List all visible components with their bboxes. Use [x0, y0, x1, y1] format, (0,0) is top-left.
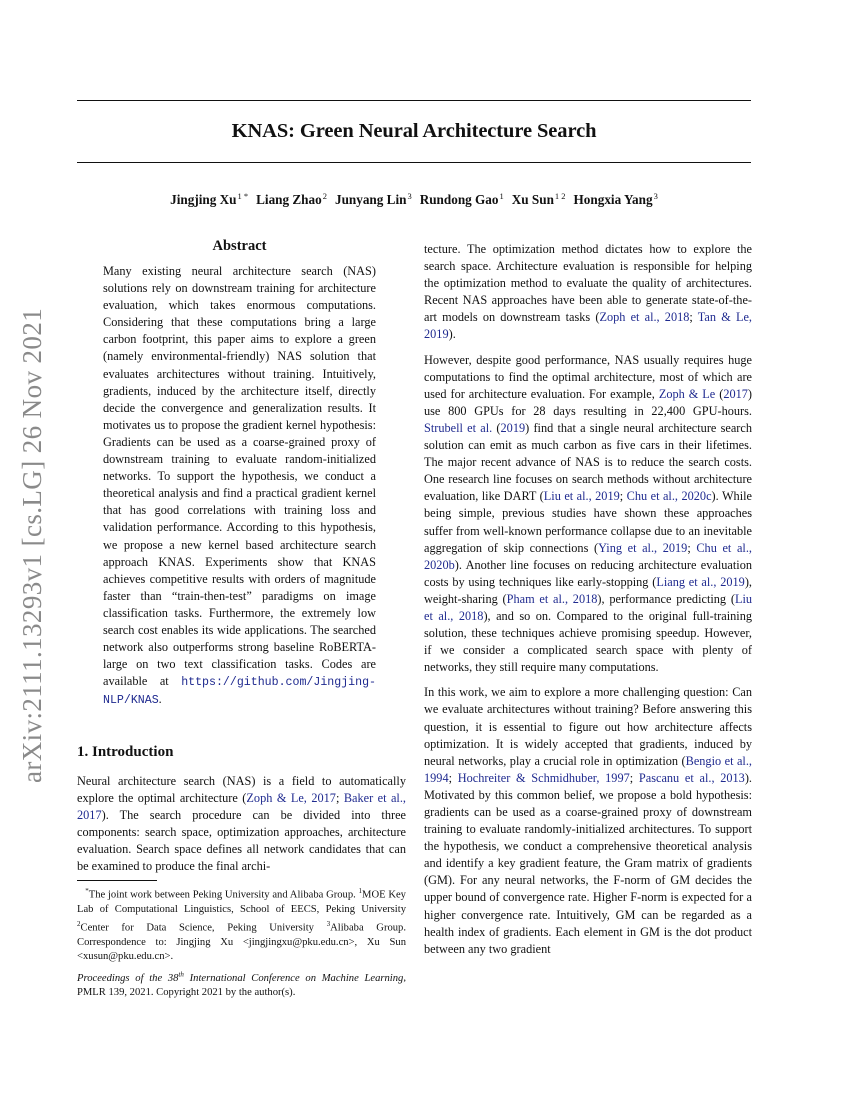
abstract-end: .: [158, 692, 162, 707]
citation-link[interactable]: Chu et al., 2020b: [424, 540, 752, 572]
author-affiliation-marker: 1 *: [237, 191, 249, 201]
paragraph-text: ), and so on. Compared to the original full-training solution, these techniques achieve promising speedup. However, if we consider a complicated search space with plenty of networks, they still require many computations.: [424, 608, 752, 675]
author: [170, 192, 248, 207]
author-name: Xu Sun: [511, 192, 554, 207]
citation-link[interactable]: Liu et al., 2018: [424, 591, 753, 623]
title-bottom-rule: [77, 162, 751, 163]
paragraph-text: ;: [689, 310, 698, 325]
author: [256, 192, 327, 207]
footnote-text: MOE Key Lab of Computational Linguistics, School of EECS, Peking University: [77, 889, 406, 915]
footnote-text: Center for Data Science, Peking University: [80, 922, 327, 934]
proceedings-text: , PMLR 139, 2021. Copyright 2021 by the author(s).: [77, 972, 406, 998]
footnote-rule: [77, 880, 157, 881]
affil-marker: 2: [77, 919, 81, 928]
paragraph-text: ) find that a single neural architecture search solution can emit as much carbon as five cars in their lifetimes. The major recent advance of NAS is to reduce the search costs. One research line focuses on search methods without architecture evaluation, like DART (: [424, 420, 752, 504]
affil-marker: 1: [358, 887, 363, 895]
paragraph-text: ;: [335, 791, 344, 806]
citation-link[interactable]: 2017: [723, 386, 748, 401]
author: [335, 192, 412, 207]
author-affiliation-marker: 1 2: [554, 191, 566, 201]
paragraph-text: tecture. The optimization method dictates how to explore the search space. Architecture evaluation is responsible for helping the optimization method to evaluate the quality of architectures. Recent NAS approaches have been able to generate state-of-the-art models on downstream tasks (: [424, 242, 752, 325]
footnote-marker: *: [85, 887, 89, 895]
abstract-body: [103, 263, 376, 709]
arxiv-identifier-stamp: arXiv:2111.13293v1 [cs.LG] 26 Nov 2021: [17, 307, 47, 783]
paragraph: [424, 241, 752, 344]
author-affiliation-marker: 2: [322, 191, 327, 201]
paragraph-text: ;: [629, 770, 639, 785]
proceedings-note: [77, 967, 406, 1000]
paragraph-text: (: [715, 386, 724, 401]
introduction-right-column: [424, 241, 752, 958]
paragraph-text: However, despite good performance, NAS usually requires huge computations to find the optimal architecture, most of which are used for architecture evaluation. For example,: [424, 352, 752, 401]
paragraph-text: (: [492, 420, 501, 435]
affil-marker: 3: [326, 919, 331, 928]
proceedings-italic: Proceedings of the 38: [77, 972, 179, 984]
author-affiliation-marker: 3: [653, 191, 658, 201]
author-affiliation-marker: 3: [407, 191, 412, 201]
author-name: Jingjing Xu: [170, 192, 237, 207]
author-name: Junyang Lin: [334, 192, 407, 207]
paragraph: [77, 773, 406, 876]
citation-link[interactable]: Zoph et al., 2018: [599, 310, 690, 325]
author-name: Liang Zhao: [256, 192, 322, 207]
citation-link[interactable]: Zoph & Le: [658, 386, 716, 401]
author: [420, 192, 504, 207]
paragraph: [424, 684, 752, 958]
citation-link[interactable]: Strubell et al.: [424, 420, 493, 435]
citation-link[interactable]: Zoph & Le, 2017: [246, 791, 336, 806]
footnote-text: The joint work between Peking University and Alibaba Group.: [88, 889, 359, 901]
citation-link[interactable]: Bengio et al., 1994: [424, 753, 752, 785]
author-affiliation-marker: 1: [499, 191, 504, 201]
citation-link[interactable]: Pascanu et al., 2013: [638, 770, 745, 785]
paragraph-text: ) use 800 GPUs for 28 days resulting in 22,400 GPU-hours.: [424, 386, 753, 418]
affiliation-footnote: [77, 884, 406, 964]
citation-link[interactable]: Chu et al., 2020c: [626, 489, 712, 504]
paragraph-text: ). The search procedure can be divided into three components: search space, optimization approaches, architecture evaluation. Search space defines all network candidates that can be examined to produce the final archi-: [77, 808, 406, 874]
citation-link[interactable]: Liu et al., 2019: [543, 489, 620, 504]
paragraph-text: ;: [687, 540, 697, 555]
paragraph-text: ).: [448, 327, 456, 342]
title-top-rule: [77, 100, 751, 101]
paragraph: [424, 352, 752, 677]
ordinal-suffix: th: [178, 970, 184, 978]
paragraph-text: ), performance predicting (: [597, 591, 735, 606]
paper-title: KNAS: Green Neural Architecture Search: [231, 120, 597, 142]
citation-link[interactable]: Tan & Le, 2019: [424, 310, 752, 342]
citation-link[interactable]: Pham et al., 2018: [506, 591, 598, 606]
paragraph-text: ). While being simple, previous studies have shown these approaches suffer from well-known performance collapse due to an inevitable aggregation of skip connections (: [424, 489, 752, 555]
author: [574, 192, 658, 207]
citation-link[interactable]: Ying et al., 2019: [598, 540, 688, 555]
paragraph-text: ). Motivated by this common belief, we propose a bold hypothesis: gradients can be used as a coarse-grained proxy of downstream training to evaluate randomly-initialized architectures. To support the hypothesis, we conduct a comprehensive theoretical analysis and identify a key gradient feature, the Gram matrix of gradients (GM). For any neural networks, the F-norm of GM decides the upper bound of convergence rate. Higher F-norm is expected for a higher convergence rate. Intuitively, GM can be regarded as a health index of gradients. Each element in GM is the dot product between any two gradient: [424, 770, 752, 956]
code-link[interactable]: https://github.com/Jingjing-NLP/KNAS: [103, 676, 376, 708]
citation-link[interactable]: Liang et al., 2019: [656, 574, 745, 589]
citation-link[interactable]: 2019: [500, 420, 526, 435]
paragraph-text: ;: [619, 489, 627, 504]
paragraph-text: ;: [448, 770, 458, 785]
section-heading-introduction: 1. Introduction: [77, 744, 174, 760]
citation-link[interactable]: Baker et al., 2017: [77, 791, 406, 823]
abstract-heading: Abstract: [212, 238, 267, 254]
author: [512, 192, 566, 207]
citation-link[interactable]: Hochreiter & Schmidhuber, 1997: [457, 770, 630, 785]
footnote-text: Alibaba Group. Correspondence to: Jingjing Xu <jingjingxu@pku.edu.cn>, Xu Sun <xusun@pku.edu.cn>.: [77, 922, 407, 962]
introduction-left-column: [77, 773, 406, 876]
author-name: Rundong Gao: [419, 192, 499, 207]
author-list: [77, 191, 751, 208]
proceedings-italic: International Conference on Machine Learning: [183, 972, 404, 984]
paragraph-text: ). Another line focuses on reducing architecture evaluation costs by using techniques like early-stopping (: [424, 557, 752, 589]
paragraph-text: ), weight-sharing (: [424, 574, 752, 606]
paragraph-text: In this work, we aim to explore a more challenging question: Can we evaluate architectures without training? Before answering this question, it is essential to figure out how architecture affects optimization. It is widely accepted that gradients, induced by neural networks, play a crucial role in optimization (: [424, 685, 752, 768]
author-name: Hongxia Yang: [573, 192, 653, 207]
paragraph-text: Neural architecture search (NAS) is a field to automatically explore the optimal architecture (: [77, 774, 406, 806]
abstract-text: Many existing neural architecture search (NAS) solutions rely on downstream training for architecture evaluation, which takes enormous computations. Considering that these computations bring a large carbon footprint, this paper aims to explore a green (namely environmental-friendly) NAS solution that evaluates architectures without training. Intuitively, gradients, induced by the architecture itself, directly decide the convergence and generalization results. It motivates us to propose the gradient kernel hypothesis: Gradients can be used as a coarse-grained proxy of downstream training to evaluate random-initialized networks. To support the hypothesis, we conduct a theoretical analysis and find a practical gradient kernel that has good correlations with training loss and validation performance. According to this hypothesis, we propose a new kernel based architecture search approach KNAS. Experiments show that KNAS achieves competitive results with orders of magnitude faster than “train-then-test” paradigms on image classification tasks. Furthermore, the extremely low search cost enables its wide applications. The searched network also outperforms strong baseline RoBERTA-large on two text classification tasks. Codes are available at: [103, 264, 376, 689]
